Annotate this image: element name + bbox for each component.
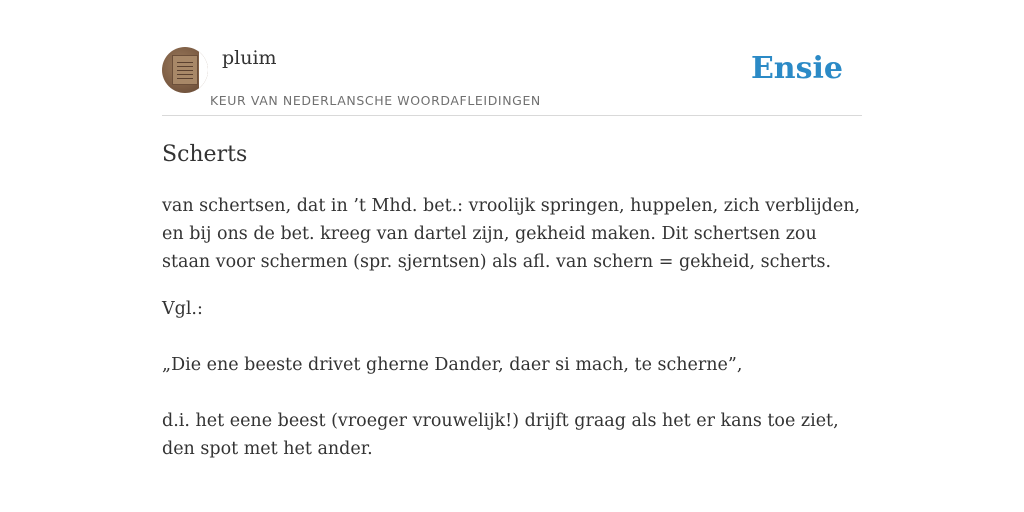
entry-body xyxy=(162,192,862,482)
entry-paragraph: van schertsen, dat in ’t Mhd. bet.: vroolijk springen, huppelen, zich verblijden, en bij ons de bet. kreeg van dartel zijn, gekheid maken. Dit schertsen zou staan voor schermen (spr. sjerntsen) als afl. van schern = gekheid, scherts. xyxy=(162,196,861,272)
source-label[interactable]: KEUR VAN NEDERLANSCHE WOORDAFLEIDINGEN xyxy=(210,93,541,108)
entry-container xyxy=(162,0,862,459)
username-link[interactable]: pluim xyxy=(222,47,277,69)
entry-header xyxy=(162,0,862,116)
entry-paragraph: d.i. het eene beest (vroeger vrouwelijk!) drijft graag als het er kans toe ziet, den spot met het ander. xyxy=(162,411,839,459)
entry-title: Scherts xyxy=(162,142,248,167)
book-cover-icon xyxy=(172,55,198,85)
entry-quote: „Die ene beeste drivet gherne Dander, daer si mach, te scherne”, xyxy=(162,355,743,375)
avatar[interactable] xyxy=(162,47,208,93)
entry-paragraph: Vgl.: xyxy=(162,299,203,319)
site-logo[interactable]: Ensie xyxy=(750,51,843,86)
